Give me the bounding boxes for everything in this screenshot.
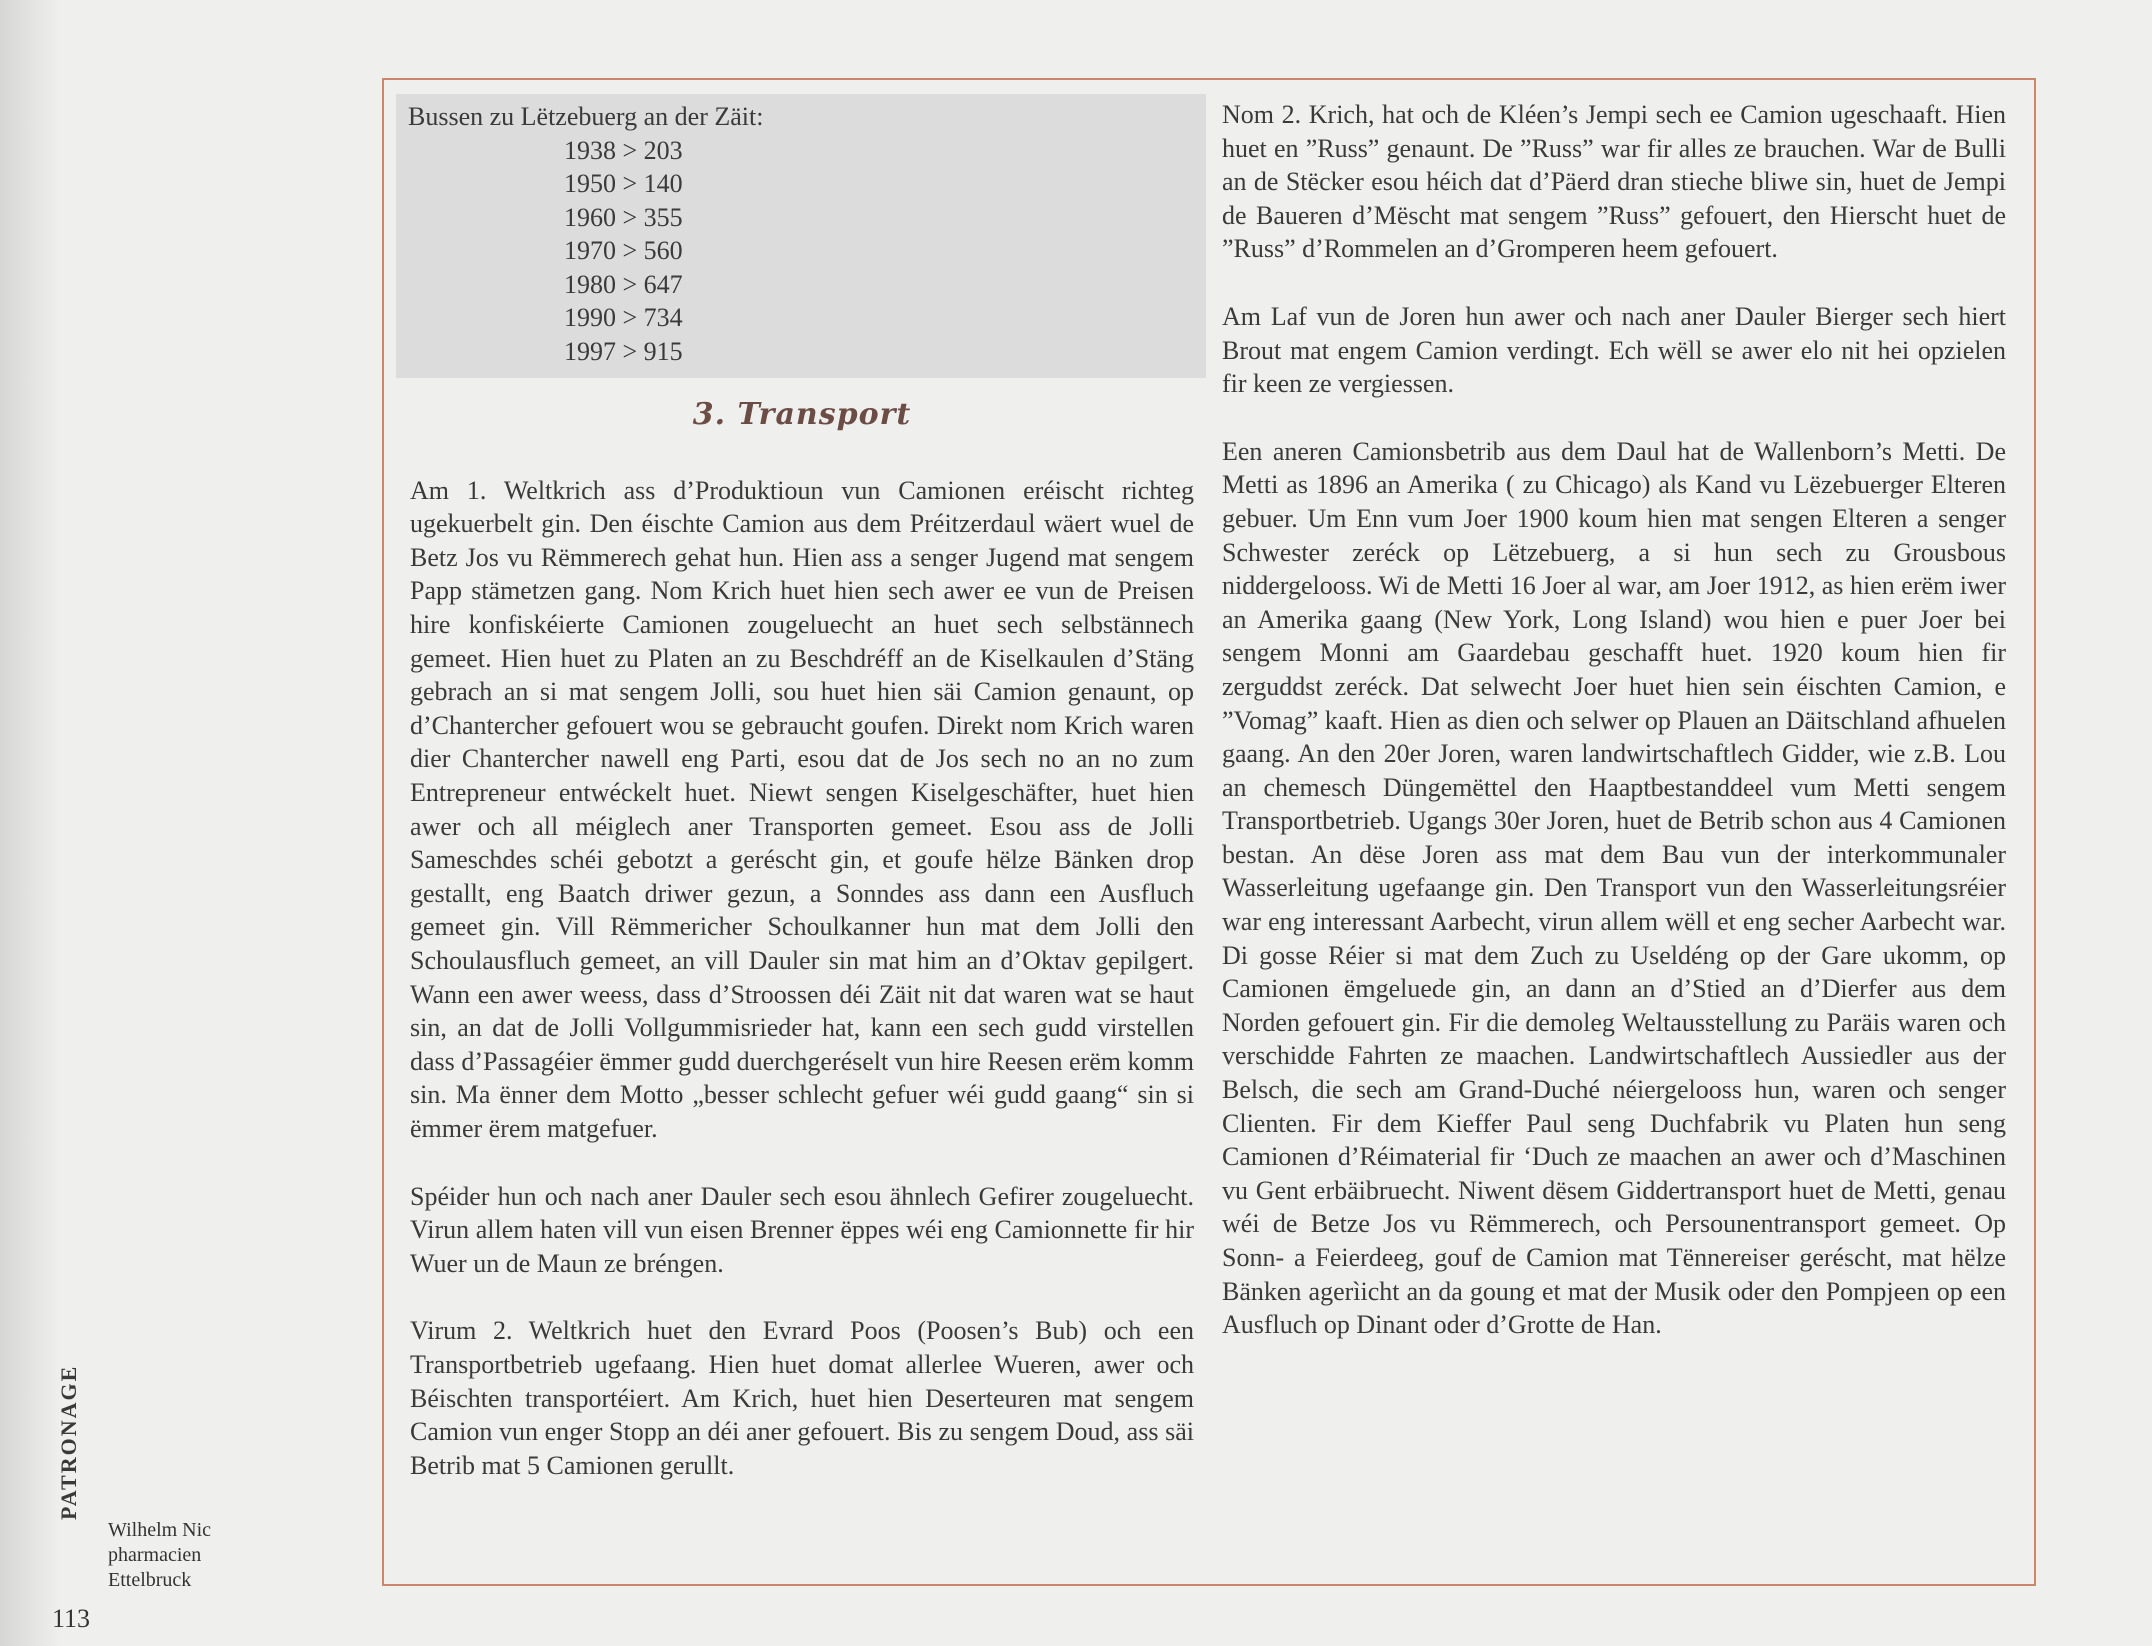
sponsor-line: Ettelbruck	[108, 1569, 192, 1591]
sponsor-block	[108, 1518, 211, 1593]
paragraph: Een aneren Camionsbetrib aus dem Daul hat de Wallenborn’s Metti. De Metti as 1896 an Amerika ( zu Chicago) als Kand vu Lëzebuerger Elteren gebuer. Um Enn vum Joer 1900 koum hien mat sengen Elteren a senger Schwester zeréck op Lëtzebuerg, a si hun sech zu Grousbous niddergelooss. Wi de Metti 16 Joer al war, am Joer 1912, as hien erëm iwer an Amerika gaang (New York, Long Island) wou hien e puer Joer bei sengem Monni am Gaardebau geschafft huet. 1920 koum hien fir zerguddst zeréck. Dat selwecht Joer huet hien sein éischten Camion, e ”Vomag” kaaft. Hien as dien och selwer op Plauen an Däitschland afhuelen gaang. An den 20er Joren, waren landwirtschaftlech Gidder, wie z.B. Lou an chemesch Düngemëttel den Haaptbestanddeel vum Metti sengem Transportbetrieb. Ugangs 30er Joren, huet de Betrib schon aus 4 Camionen bestan. An dëse Joren ass mat dem Bau vun der interkommunaler Wasserleitung ugefaange gin. Den Transport vun den Wasserleitungsréier war eng interessant Aarbecht, virun allem wëll et eng secher Aarbecht war. Di gosse Réier si mat dem Zuch zu Useldéng op der Gare ukomm, op Camionen ëmgeluede gin, an dann an d’Stied an d’Dierfer aus dem Norden gefouert gin. Fir die demoleg Weltausstellung zu Paräis waren och verschidde Fahrten ze maachen. Landwirtschaftlech Aussiedler aus der Belsch, die sech am Grand-Duché néiergelooss hun, waren och senger Clienten. Fir dem Kieffer Paul seng Duchfabrik vu Platen hun seng Camionen d’Réimaterial fir ‘Duch ze maachen an awer och d’Maschinen vu Gent erbäibruecht. Niwent dësem Giddertransport huet de Metti, genau wéi de Betze Jos vu Rëmmerech, och Persounentransport gemeet. Op Sonn- a Feierdeeg, gouf de Camion mat Tënnereiser geréscht, mat hëlze Bänken agerìicht an da goung et mat der Musik oder den Pompjeen op een Ausfluch op Dinant oder d’Grotte de Han.	[1222, 436, 2006, 1340]
paragraph: Am 1. Weltkrich ass d’Produktioun vun Camionen eréischt richteg ugekuerbelt gin. Den éischte Camion aus dem Préitzerdaul wäert wuel de Betz Jos vu Rëmmerech gehat hun. Hien ass a senger Jugend mat sengem Papp stämetzen gang. Nom Krich huet hien sech awer ee vun de Preisen hire konfiskéierte Camionen zougeluecht an huet sech selbstännech gemeet. Hien huet zu Platen an zu Beschdréff an de Kiselkaulen d’Stäng gebrach an si mat sengem Jolli, sou huet hien säi Camion genaunt, op d’Chantercher gefouert wou se gebraucht goufen. Direkt nom Krich waren dier Chantercher nawell eng Parti, esou dat de Jos sech no an no zum Entrepreneur entwéckelt huet. Niewt sengen Kiselgeschäfter, huet hien awer och all méiglech aner Transporten gemeet. Esou ass de Jolli Sameschdes schéi gebotzt a geréscht gin, et goufe hëlze Bänken drop gestallt, eng Baatch driwer gezun, a Sonndes ass dann een Ausfluch gemeet gin. Vill Rëmmericher Schoulkanner hun mat dem Jolli den Schoulausfluch gemeet, an vill Dauler sin mat him an d’Oktav gepilgert. Wann een awer weess, dass d’Stroossen déi Zäit nit dat waren wat se haut sin, an dat de Jolli Vollgummisrieder hat, kann een sech gudd virstellen dass d’Passagéier ëmmer gudd duerchgeréselt vun hire Reesen erëm komm sin. Ma ënner dem Motto „besser schlecht gefuer wéi gudd gaang“ sin si ëmmer ërem matgefuer.	[410, 475, 1194, 1143]
bus-statistics-box	[396, 94, 1206, 378]
bus-statistics-list	[408, 134, 1194, 369]
right-column	[1222, 98, 2006, 1376]
sponsor-line: pharmacien	[108, 1544, 202, 1566]
patronage-label: PATRONAGE	[56, 1364, 81, 1520]
bus-statistics-row: 1960 > 355	[564, 202, 683, 232]
paragraph: Virum 2. Weltkrich huet den Evrard Poos (Poosen’s Bub) och een Transportbetrieb ugefaang. Hien huet domat allerlee Wueren, awer och Béischten transportéiert. Am Krich, huet hien Deserteuren mat sengem Camion vun enger Stopp an déi aner gefouert. Bis zu sengem Doud, ass säi Betrib mat 5 Camionen gerullt.	[410, 1316, 1194, 1480]
section-heading: 3. Transport	[692, 397, 912, 433]
bus-statistics-row: 1938 > 203	[564, 135, 683, 165]
bus-statistics-row: 1980 > 647	[564, 269, 683, 299]
bus-statistics-row: 1950 > 140	[564, 169, 683, 199]
page-number: 113	[52, 1604, 91, 1633]
spine-shadow	[0, 0, 60, 1646]
bus-statistics-title: Bussen zu Lëtzebuerg an der Zäit:	[408, 102, 764, 131]
bus-statistics-row: 1997 > 915	[564, 336, 683, 366]
paragraph: Nom 2. Krich, hat och de Kléen’s Jempi sech ee Camion ugeschaaft. Hien huet en ”Russ” genaunt. De ”Russ” war fir alles ze brauchen. War de Bulli an de Stëcker esou héich dat d’Päerd dran stieche bliwe sin, huet de Jempi de Baueren d’Mëscht mat sengem ”Russ” gefouert, den Hierscht huet de ”Russ” d’Rommelen an d’Gromperen heem gefouert.	[1222, 100, 2006, 264]
paragraph: Spéider hun och nach aner Dauler sech esou ähnlech Gefirer zougeluecht. Virun allem haten vill vun eisen Brenner ëppes wéi eng Camionnette fir hir Wuer un de Maun ze bréngen.	[410, 1181, 1194, 1278]
paragraph: Am Laf vun de Joren hun awer och nach aner Dauler Bierger sech hiert Brout mat engem Camion verdingt. Ech wëll se awer elo nit hei opzielen fir keen ze vergiessen.	[1222, 301, 2006, 399]
bus-statistics-row: 1970 > 560	[564, 236, 683, 266]
left-column	[410, 94, 1194, 1516]
sponsor-line: Wilhelm Nic	[108, 1519, 212, 1541]
bus-statistics-row: 1990 > 734	[564, 303, 683, 333]
